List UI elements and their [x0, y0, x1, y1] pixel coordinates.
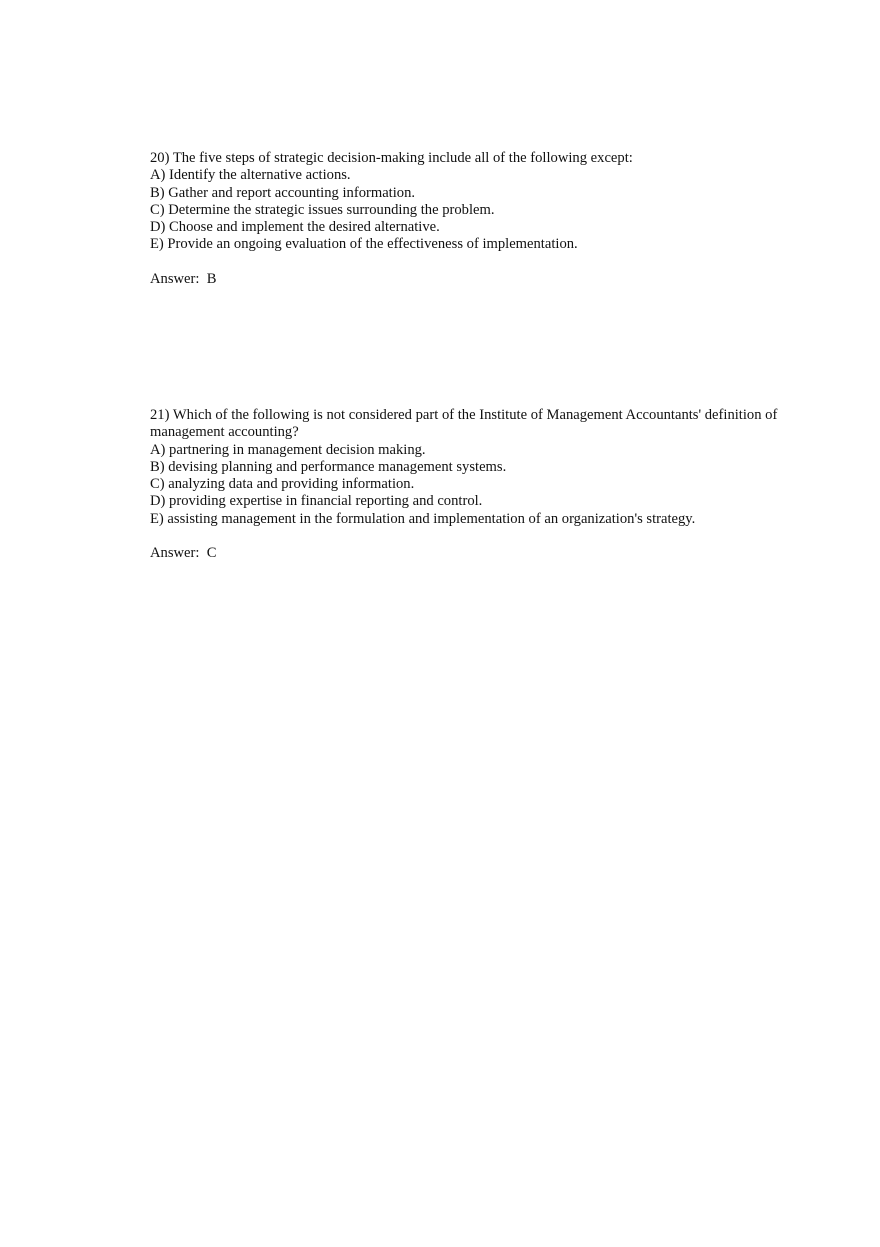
option-b: B) devising planning and performance management systems.	[150, 458, 507, 475]
option-a: A) partnering in management decision making.	[150, 441, 426, 458]
option-b: B) Gather and report accounting information.	[150, 184, 416, 201]
question-21	[150, 407, 790, 562]
question-20	[150, 150, 790, 288]
option-e: E) Provide an ongoing evaluation of the effectiveness of implementation.	[150, 236, 578, 253]
option-d: D) providing expertise in financial reporting and control.	[150, 493, 483, 510]
option-e: E) assisting management in the formulation and implementation of an organization's strategy.	[150, 510, 696, 527]
question-stem: 21) Which of the following is not considered part of the Institute of Management Accountants' definition of management accounting?	[150, 407, 778, 441]
option-d: D) Choose and implement the desired alternative.	[150, 219, 440, 236]
answer-text: Answer: B	[150, 270, 217, 287]
answer-text: Answer: C	[150, 545, 217, 562]
option-c: C) Determine the strategic issues surrounding the problem.	[150, 201, 495, 218]
question-stem: 20) The five steps of strategic decision-making include all of the following except:	[150, 150, 633, 166]
option-a: A) Identify the alternative actions.	[150, 167, 351, 184]
option-c: C) analyzing data and providing information.	[150, 476, 415, 493]
